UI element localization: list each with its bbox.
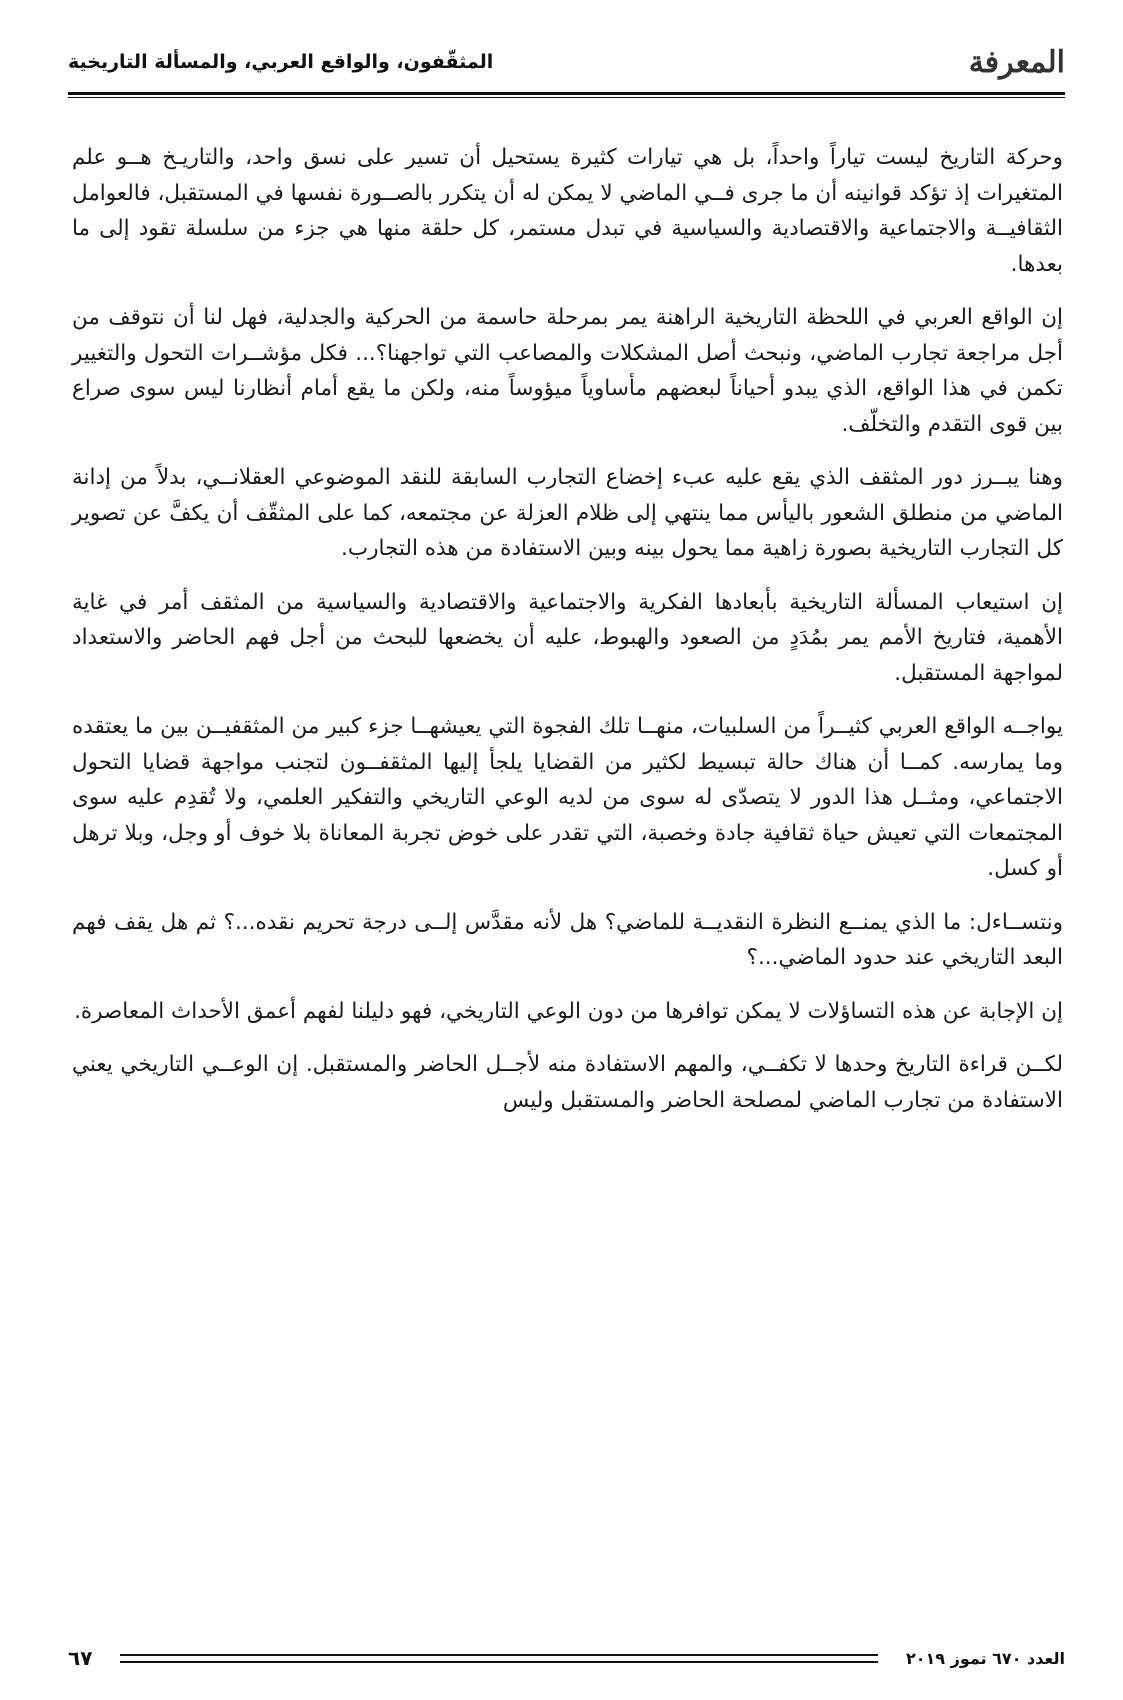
paragraph: يواجــه الواقع العربي كثيــراً من السلبيات، منهــا تلك الفجوة التي يعيشهــا جزء كبير من المثقفيــن بين ما يعتقده وما يمارسه. كمــا أن هناك حالة تبسيط لكثير من القضايا يلجأ إليها المثقفــون لتجنب مواجهة قضايا التحول الاجتماعي، ومثــل هذا الدور لا يتصدّى له سوى من لديه الوعي التاريخي والتفكير العلمي، ولا تُقدِم عليه سوى المجتمعات التي تعيش حياة ثقافية جادة وخصبة، التي تقدر على خوض تجربة المعاناة بلا خوف أو وجل، وبلا ترهل أو كسل. — [72, 714, 1063, 881]
footer-rule — [120, 1654, 878, 1663]
page-number: ٦٧ — [68, 1646, 93, 1670]
header-rule — [68, 92, 1065, 98]
paragraph: إن الإجابة عن هذه التساؤلات لا يمكن توافرها من دون الوعي التاريخي، فهو دليلنا لفهم أعمق الأحداث المعاصرة. — [74, 998, 1063, 1024]
paragraph: وهنا يبــرز دور المثقف الذي يقع عليه عبء إخضاع التجارب السابقة للنقد الموضوعي العقلانــي، بدلاً من إدانة الماضي من منطلق الشعور باليأس مما ينتهي إلى ظلام العزلة عن مجتمعه، كما على المثقّف أن يكفَّ عن تصوير كل التجارب التاريخية بصورة زاهية مما يحول بينه وبين الاستفادة من هذه التجارب. — [72, 465, 1063, 561]
paragraph: ونتســاءل: ما الذي يمنــع النظرة النقديــة للماضي؟ هل لأنه مقدَّس إلــى درجة تحريم نقده...؟ ثم هل يقف فهم البعد التاريخي عند حدود الماضي...؟ — [72, 909, 1063, 970]
issue-info: العدد ٦٧٠ تموز ٢٠١٩ — [905, 1648, 1065, 1668]
running-title: المثقّفون، والواقع العربي، والمسألة التاريخية — [68, 51, 494, 73]
page-footer — [68, 1640, 1065, 1676]
page-header — [68, 36, 1065, 88]
article-body — [72, 140, 1063, 1136]
paragraph: وحركة التاريخ ليست تياراً واحداً، بل هي تيارات كثيرة يستحيل أن تسير على نسق واحد، والتاريـخ هــو علم المتغيرات إذ تؤكد قوانينه أن ما جرى فــي الماضي لا يمكن له أن يتكرر بالصــورة نفسها في المستقبل، فالعوامل الثقافيــة والاجتماعية والاقتصادية والسياسية في تبدل مستمر، كل حلقة منها هي جزء من سلسلة تقود إلى ما بعدها. — [72, 145, 1063, 277]
paragraph: لكــن قراءة التاريخ وحدها لا تكفــي، والمهم الاستفادة منه لأجــل الحاضر والمستقبل. إن الوعــي التاريخي يعني الاستفادة من تجارب الماضي لمصلحة الحاضر والمستقبل وليس — [72, 1052, 1063, 1113]
paragraph: إن الواقع العربي في اللحظة التاريخية الراهنة يمر بمرحلة حاسمة من الحركية والجدلية، فهل لنا أن نتوقف من أجل مراجعة تجارب الماضي، ونبحث أصل المشكلات والمصاعب التي تواجهنا؟... فكل مؤشــرات التحول والتغيير تكمن في هذا الواقع، الذي يبدو أحياناً لبعضهم مأساوياً ميؤوساً منه، ولكن ما يقع أمام أنظارنا ليس سوى صراع بين قوى التقدم والتخلّف. — [72, 305, 1063, 437]
magazine-logo: المعرفة — [968, 44, 1065, 80]
paragraph: إن استيعاب المسألة التاريخية بأبعادها الفكرية والاجتماعية والاقتصادية والسياسية من المثقف أمر في غاية الأهمية، فتاريخ الأمم يمر بمُدَدٍ من الصعود والهبوط، عليه أن يخضعها للبحث من أجل فهم الحاضر والاستعداد لمواجهة المستقبل. — [72, 589, 1063, 686]
